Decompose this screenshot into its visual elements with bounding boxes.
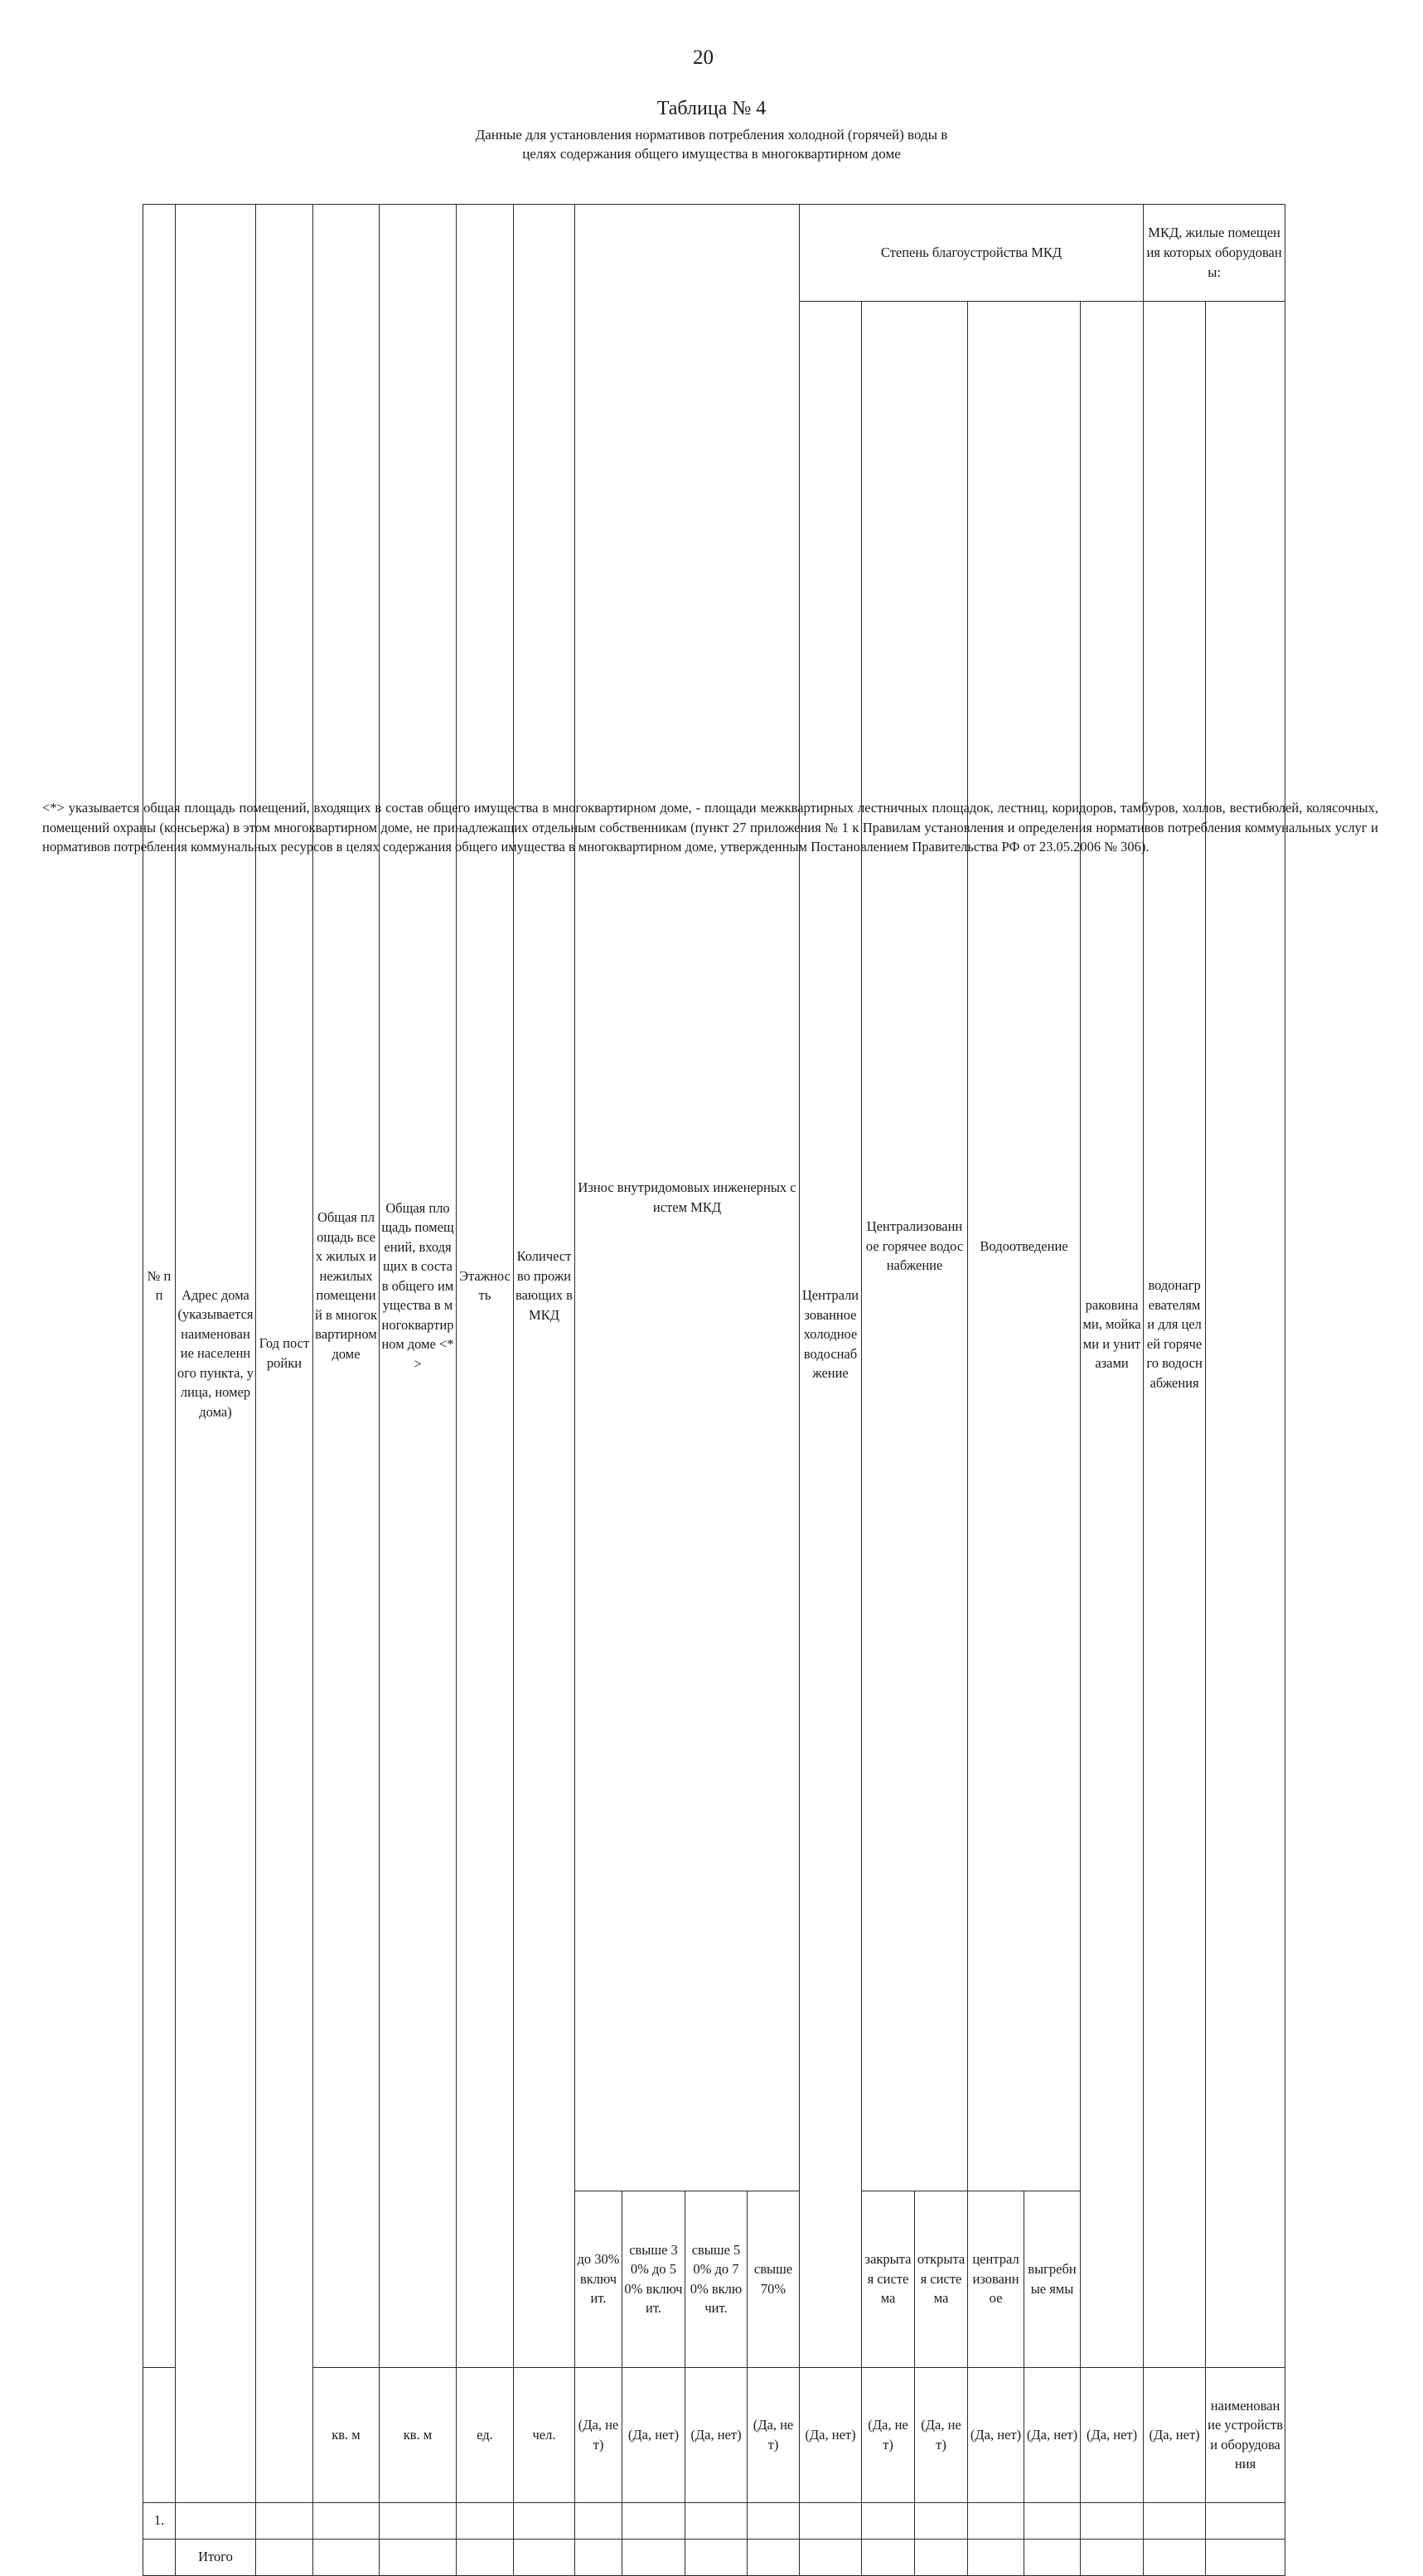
data-table [143, 204, 1285, 2576]
header-wear-70: свыше 70% [748, 2191, 800, 2367]
unit-wear-30-50: (Да, нет) [622, 2367, 685, 2502]
header-cold-water: Централизованное холодное водоснабжение [800, 302, 862, 2368]
header-floors: Этажность [457, 205, 514, 2368]
header-sewage-group: Водоотведение [968, 302, 1081, 2191]
unit-wear-0-30: (Да, нет) [575, 2367, 622, 2502]
header-num: № пп [143, 205, 176, 2368]
header-hot-closed: закрытая система [862, 2191, 915, 2367]
table-row-total [143, 2539, 1285, 2575]
unit-area-total: кв. м [313, 2367, 380, 2502]
unit-num [143, 2367, 176, 2502]
unit-cold-water: (Да, нет) [800, 2367, 862, 2502]
table-subtitle-line-2: целях содержания общего имущества в многоквартирном доме [522, 146, 901, 162]
unit-equip-heaters: (Да, нет) [1144, 2367, 1206, 2502]
header-sewage-pits: выгребные ямы [1024, 2191, 1081, 2367]
unit-area-common: кв. м [380, 2367, 457, 2502]
unit-sewage-central: (Да, нет) [968, 2367, 1024, 2502]
unit-mop: наименование устройств и оборудования [1206, 2367, 1285, 2502]
header-residents: Количество проживающих в МКД [514, 205, 575, 2368]
table-title: Таблица № 4 [656, 98, 767, 119]
row-total-label: Итого [176, 2539, 256, 2575]
header-area-total: Общая площадь всех жилых и нежилых помещений в многоквартирном доме [313, 205, 380, 2368]
header-equip-heaters: водонагревателями для целей горячего водоснабжения [1144, 302, 1206, 2368]
unit-sewage-pits: (Да, нет) [1024, 2367, 1081, 2502]
header-area-common: Общая площадь помещений, входящих в состав общего имущества в многоквартирном доме <*> [380, 205, 457, 2368]
header-year: Год постройки [256, 205, 313, 2503]
header-sewage-central: централизованное [968, 2191, 1024, 2367]
unit-wear-70: (Да, нет) [748, 2367, 800, 2502]
header-wear-50-70: свыше 50% до 70% включит. [685, 2191, 748, 2367]
page-number: 20 [693, 46, 714, 69]
header-hot-water-group: Централизованное горячее водоснабжение [862, 302, 968, 2191]
header-wear-group: Износ внутридомовых инженерных систем МКД [575, 205, 800, 2191]
data-table-container [143, 204, 1285, 2576]
footnote: <*> указывается общая площадь помещений, входящих в состав общего имущества в многоквартирном доме, - площади межквартирных лестничных площадок, лестниц, коридоров, тамбуров, холлов, вестибюлей, колясочных, помещений охраны (консьержа) в этом многоквартирном доме, не принадлежащих отдельным собственникам (пункт 27 приложения № 1 к Правилам установления и определения нормативов потребления коммунальных услуг и нормативов потребления коммунальных ресурсов в целях содержания общего имущества в многоквартирном доме, утвержденным Постановлением Правительства РФ от 23.05.2006 № 306). [42, 800, 1378, 855]
header-comfort-group: Степень благоустройства МКД [800, 205, 1144, 302]
header-address: Адрес дома (указывается наименование населенного пункта, улица, номер дома) [176, 205, 256, 2503]
header-wear-0-30: до 30% включит. [575, 2191, 622, 2367]
unit-wear-50-70: (Да, нет) [685, 2367, 748, 2502]
unit-hot-closed: (Да, нет) [862, 2367, 915, 2502]
unit-hot-open: (Да, нет) [915, 2367, 968, 2502]
header-hot-open: открытая система [915, 2191, 968, 2367]
header-equip-sinks: раковинами, мойками и унитазами [1081, 302, 1144, 2368]
header-wear-30-50: свыше 30% до 50% включит. [622, 2191, 685, 2367]
table-subtitle-line-1: Данные для установления нормативов потребления холодной (горячей) воды в [475, 127, 948, 143]
table-row [143, 2502, 1285, 2539]
unit-equip-sinks: (Да, нет) [1081, 2367, 1144, 2502]
unit-floors: ед. [457, 2367, 514, 2502]
table-subtitle [0, 125, 1423, 163]
header-equipment-group: МКД, жилые помещения которых оборудованы: [1144, 205, 1285, 302]
unit-residents: чел. [514, 2367, 575, 2502]
row-1-num: 1. [143, 2502, 176, 2539]
